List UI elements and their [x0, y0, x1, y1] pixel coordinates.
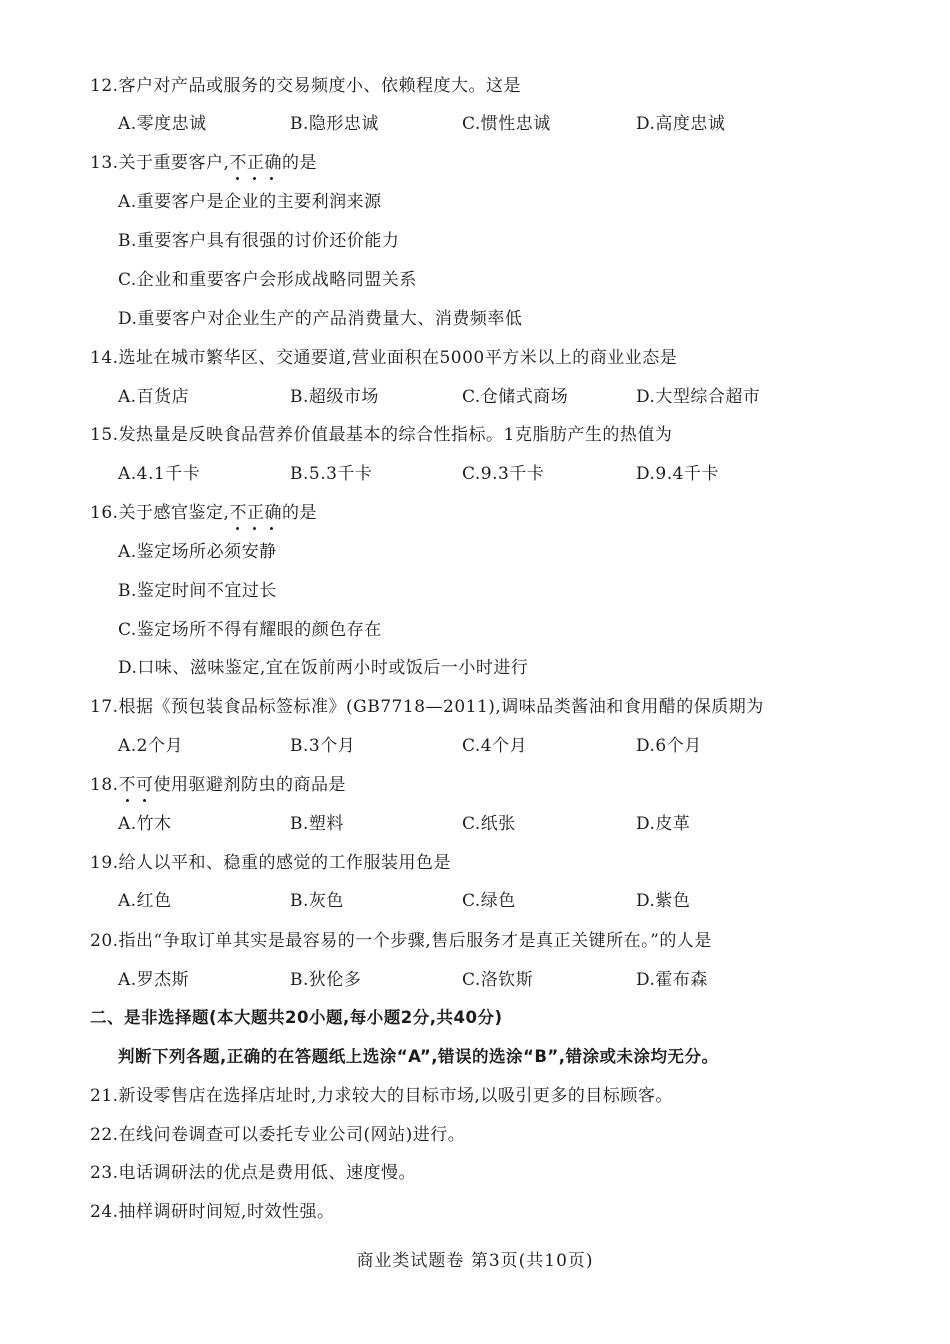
question-14-option-d: D.大型综合超市 — [636, 387, 761, 407]
question-15-option-b: B.5.3千卡 — [290, 464, 373, 484]
question-19-stem: 19.给人以平和、稳重的感觉的工作服装用色是 — [90, 853, 452, 873]
question-17-option-d: D.6个月 — [636, 736, 702, 756]
question-19-option-b: B.灰色 — [290, 891, 344, 911]
question-15-option-a: A.4.1千卡 — [118, 464, 201, 484]
question-13-option-c: C.企业和重要客户会形成战略同盟关系 — [118, 270, 417, 290]
question-18-option-c: C.纸张 — [462, 814, 516, 834]
page-footer: 商业类试题卷 第3页(共10页) — [356, 1251, 594, 1271]
question-24: 24.抽样调研时间短,时效性强。 — [90, 1202, 335, 1222]
question-16-prefix: 16.关于感官鉴定, — [90, 503, 230, 523]
question-21: 21.新设零售店在选择店址时,力求较大的目标市场,以吸引更多的目标顾客。 — [90, 1086, 673, 1106]
question-13-emphasis: 不正确 — [229, 153, 282, 173]
question-18-option-b: B.塑料 — [290, 814, 344, 834]
question-18-option-a: A.竹木 — [118, 814, 172, 834]
question-16-option-d: D.口味、滋味鉴定,宜在饭前两小时或饭后一小时进行 — [118, 658, 529, 678]
question-17-option-c: C.4个月 — [462, 736, 528, 756]
question-15-option-d: D.9.4千卡 — [636, 464, 719, 484]
question-16-option-a: A.鉴定场所必须安静 — [118, 542, 277, 562]
question-17-stem: 17.根据《预包装食品标签标准》(GB7718—2011),调味品类酱油和食用醋的保质期为 — [90, 697, 764, 717]
question-15-stem: 15.发热量是反映食品营养价值最基本的综合性指标。1克脂肪产生的热值为 — [90, 425, 673, 445]
question-16-option-b: B.鉴定时间不宜过长 — [118, 581, 277, 601]
question-17-option-a: A.2个月 — [118, 736, 183, 756]
question-13-option-a: A.重要客户是企业的主要利润来源 — [118, 192, 382, 212]
question-18-suffix: 使用驱避剂防虫的商品是 — [153, 775, 347, 795]
question-18-prefix: 18. — [90, 775, 119, 795]
question-14-option-c: C.仓储式商场 — [462, 387, 569, 407]
question-12-option-b: B.隐形忠诚 — [290, 114, 379, 134]
question-12-stem: 12.客户对产品或服务的交易频度小、依赖程度大。这是 — [90, 76, 522, 96]
question-13-prefix: 13.关于重要客户, — [90, 153, 230, 173]
question-20-option-b: B.狄伦多 — [290, 970, 362, 990]
question-12-option-d: D.高度忠诚 — [636, 114, 726, 134]
question-20-stem: 20.指出“争取订单其实是最容易的一个步骤,售后服务才是真正关键所在。”的人是 — [90, 931, 712, 951]
question-16-stem — [90, 501, 317, 525]
question-16-suffix: 的是 — [281, 503, 317, 523]
question-18-emphasis: 不可 — [118, 775, 154, 795]
question-17-option-b: B.3个月 — [290, 736, 356, 756]
section-2-instruction: 判断下列各题,正确的在答题纸上选涂“A”,错误的选涂“B”,错涂或未涂均无分。 — [118, 1047, 719, 1066]
question-16-option-c: C.鉴定场所不得有耀眼的颜色存在 — [118, 620, 382, 640]
question-20-option-c: C.洛钦斯 — [462, 970, 534, 990]
question-16-emphasis: 不正确 — [229, 503, 282, 523]
question-14-option-a: A.百货店 — [118, 387, 190, 407]
question-19-option-c: C.绿色 — [462, 891, 516, 911]
section-2-heading: 二、是非选择题(本大题共20小题,每小题2分,共40分) — [90, 1008, 503, 1027]
question-12-option-c: C.惯性忠诚 — [462, 114, 551, 134]
question-13-option-b: B.重要客户具有很强的讨价还价能力 — [118, 231, 400, 251]
question-19-option-d: D.紫色 — [636, 891, 691, 911]
question-19-option-a: A.红色 — [118, 891, 172, 911]
question-18-option-d: D.皮革 — [636, 814, 691, 834]
question-12-option-a: A.零度忠诚 — [118, 114, 207, 134]
question-15-option-c: C.9.3千卡 — [462, 464, 545, 484]
question-14-option-b: B.超级市场 — [290, 387, 379, 407]
question-20-option-a: A.罗杰斯 — [118, 970, 190, 990]
question-13-suffix: 的是 — [281, 153, 317, 173]
question-13-option-d: D.重要客户对企业生产的产品消费量大、消费频率低 — [118, 309, 523, 329]
question-14-stem: 14.选址在城市繁华区、交通要道,营业面积在5000平方米以上的商业业态是 — [90, 348, 678, 368]
question-23: 23.电话调研法的优点是费用低、速度慢。 — [90, 1163, 417, 1183]
question-20-option-d: D.霍布森 — [636, 970, 708, 990]
question-22: 22.在线问卷调查可以委托专业公司(网站)进行。 — [90, 1125, 466, 1145]
question-13-stem — [90, 151, 317, 175]
question-18-stem — [90, 773, 346, 797]
